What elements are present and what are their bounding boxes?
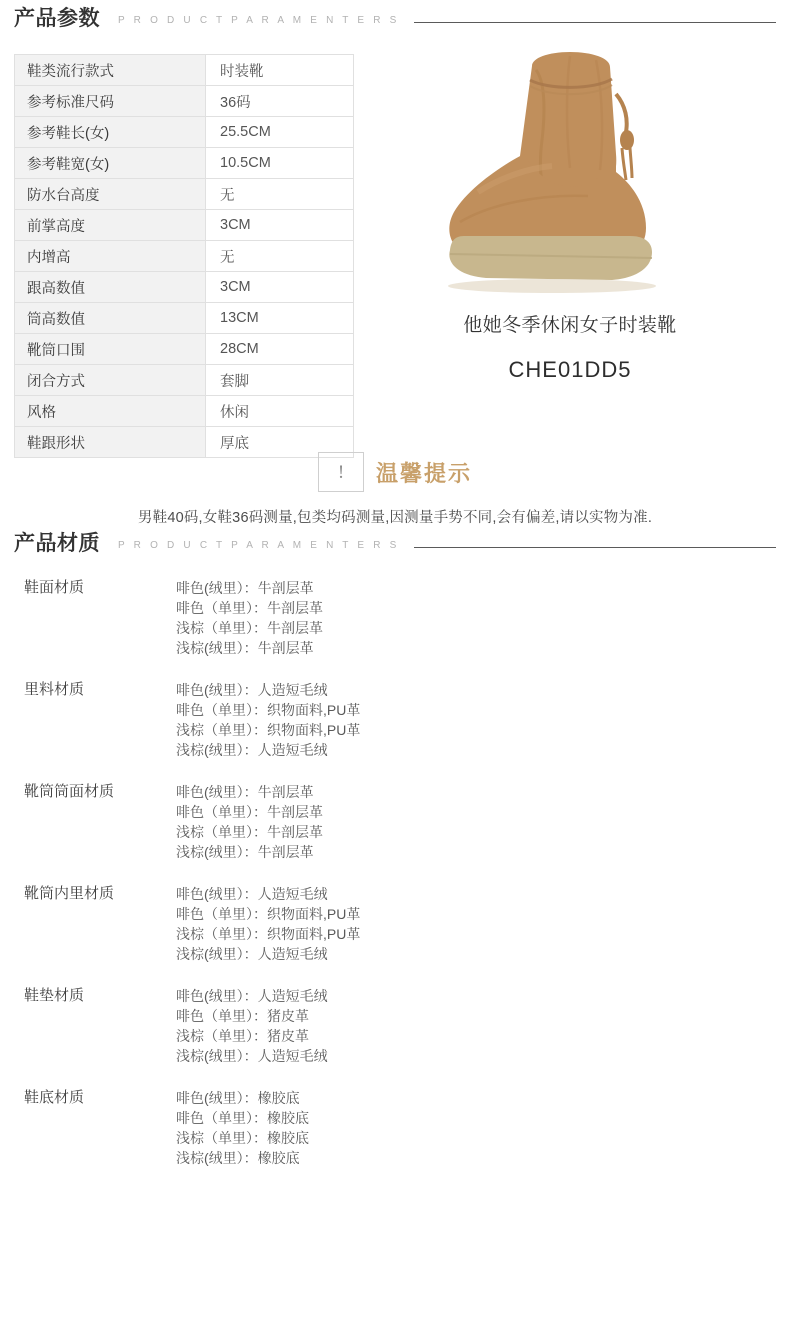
param-value: 10.5CM xyxy=(206,148,354,179)
material-value: 浅棕(绒里）：人造短毛绒 xyxy=(176,1048,328,1064)
list-item xyxy=(0,782,790,884)
material-value: 啡色(绒里）：人造短毛绒 xyxy=(176,886,328,902)
material-label: 鞋底材质 xyxy=(24,1089,85,1106)
param-value: 28CM xyxy=(206,334,354,365)
list-item xyxy=(0,578,790,680)
param-value: 套脚 xyxy=(206,365,354,396)
section-subtitle-materials: P R O D U C T P A R A M E N T E R S xyxy=(118,540,400,551)
material-values xyxy=(176,782,790,862)
section-subtitle-params: P R O D U C T P A R A M E N T E R S xyxy=(118,15,400,26)
material-label: 鞋垫材质 xyxy=(24,987,85,1004)
table-row xyxy=(15,272,354,303)
tips-text: 男鞋40码,女鞋36码测量,包类均码测量,因测量手势不同,会有偏差,请以实物为准. xyxy=(137,510,653,526)
table-row xyxy=(15,117,354,148)
param-key: 参考鞋宽(女) xyxy=(15,148,206,179)
list-item xyxy=(0,680,790,782)
section-header-materials xyxy=(0,533,790,554)
param-key: 靴筒口围 xyxy=(15,334,206,365)
param-value: 厚底 xyxy=(206,427,354,458)
param-key: 内增高 xyxy=(15,241,206,272)
material-values xyxy=(176,578,790,658)
param-value: 3CM xyxy=(206,210,354,241)
param-value: 无 xyxy=(206,241,354,272)
param-value: 13CM xyxy=(206,303,354,334)
material-value: 浅棕（单里）：牛剖层革 xyxy=(176,620,323,636)
param-key: 前掌高度 xyxy=(15,210,206,241)
table-row xyxy=(15,241,354,272)
material-value: 啡色（单里）：猪皮革 xyxy=(176,1008,309,1024)
divider-rule-materials xyxy=(414,547,776,548)
table-row xyxy=(15,148,354,179)
list-item xyxy=(0,1088,790,1190)
section-title-params: 产品参数 xyxy=(14,7,100,30)
boot-photo xyxy=(362,36,778,306)
list-item xyxy=(0,884,790,986)
material-value: 啡色(绒里）：牛剖层革 xyxy=(176,784,314,800)
materials-list xyxy=(0,578,790,1190)
material-value: 啡色（单里）：牛剖层革 xyxy=(176,600,323,616)
material-value: 啡色（单里）：织物面料,PU革 xyxy=(176,702,361,718)
material-label: 里料材质 xyxy=(24,681,85,698)
material-value: 啡色(绒里）：人造短毛绒 xyxy=(176,682,328,698)
tips-header xyxy=(318,452,472,492)
table-row xyxy=(15,303,354,334)
table-row xyxy=(15,396,354,427)
material-value: 浅棕(绒里）：牛剖层革 xyxy=(176,640,314,656)
divider-rule-params xyxy=(414,22,776,23)
material-value: 浅棕（单里）：织物面料,PU革 xyxy=(176,722,361,738)
param-key: 筒高数值 xyxy=(15,303,206,334)
product-parameters-table xyxy=(14,54,354,458)
material-value: 浅棕（单里）：猪皮革 xyxy=(176,1028,309,1044)
param-value: 休闲 xyxy=(206,396,354,427)
product-code: CHE01DD5 xyxy=(508,357,632,382)
param-key: 跟高数值 xyxy=(15,272,206,303)
table-row xyxy=(15,334,354,365)
table-row xyxy=(15,179,354,210)
material-label: 靴筒筒面材质 xyxy=(24,783,115,800)
material-value: 浅棕(绒里）：牛剖层革 xyxy=(176,844,314,860)
table-row xyxy=(15,86,354,117)
material-value: 啡色(绒里）：橡胶底 xyxy=(176,1090,300,1106)
section-title-materials: 产品材质 xyxy=(14,532,100,555)
param-value: 无 xyxy=(206,179,354,210)
material-value: 啡色（单里）：橡胶底 xyxy=(176,1110,309,1126)
param-key: 参考标准尺码 xyxy=(15,86,206,117)
param-key: 防水台高度 xyxy=(15,179,206,210)
param-key: 参考鞋长(女) xyxy=(15,117,206,148)
product-name: 他她冬季休闲女子时装靴 xyxy=(463,315,677,336)
material-value: 浅棕(绒里）：人造短毛绒 xyxy=(176,742,328,758)
param-key: 鞋跟形状 xyxy=(15,427,206,458)
material-value: 啡色(绒里）：人造短毛绒 xyxy=(176,988,328,1004)
table-row xyxy=(15,365,354,396)
table-row xyxy=(15,55,354,86)
material-values xyxy=(176,986,790,1066)
param-key: 鞋类流行款式 xyxy=(15,55,206,86)
list-item xyxy=(0,986,790,1088)
material-label: 靴筒内里材质 xyxy=(24,885,115,902)
param-value: 3CM xyxy=(206,272,354,303)
param-value: 时装靴 xyxy=(206,55,354,86)
material-values xyxy=(176,1088,790,1168)
material-value: 啡色(绒里）：牛剖层革 xyxy=(176,580,314,596)
material-value: 浅棕(绒里）：橡胶底 xyxy=(176,1150,300,1166)
material-value: 浅棕（单里）：牛剖层革 xyxy=(176,824,323,840)
tips-block xyxy=(0,452,790,527)
product-visual xyxy=(362,36,778,383)
exclamation-mark-icon: ! xyxy=(318,452,364,492)
param-key: 闭合方式 xyxy=(15,365,206,396)
material-values xyxy=(176,680,790,760)
material-value: 啡色（单里）：织物面料,PU革 xyxy=(176,906,361,922)
material-value: 浅棕(绒里）：人造短毛绒 xyxy=(176,946,328,962)
section-header-params xyxy=(0,8,790,29)
param-value: 25.5CM xyxy=(206,117,354,148)
material-value: 浅棕（单里）：织物面料,PU革 xyxy=(176,926,361,942)
material-value: 啡色（单里）：牛剖层革 xyxy=(176,804,323,820)
tips-title: 温馨提示 xyxy=(375,460,472,486)
param-key: 风格 xyxy=(15,396,206,427)
material-values xyxy=(176,884,790,964)
param-value: 36码 xyxy=(206,86,354,117)
table-row xyxy=(15,210,354,241)
material-label: 鞋面材质 xyxy=(24,579,85,596)
material-value: 浅棕（单里）：橡胶底 xyxy=(176,1130,309,1146)
